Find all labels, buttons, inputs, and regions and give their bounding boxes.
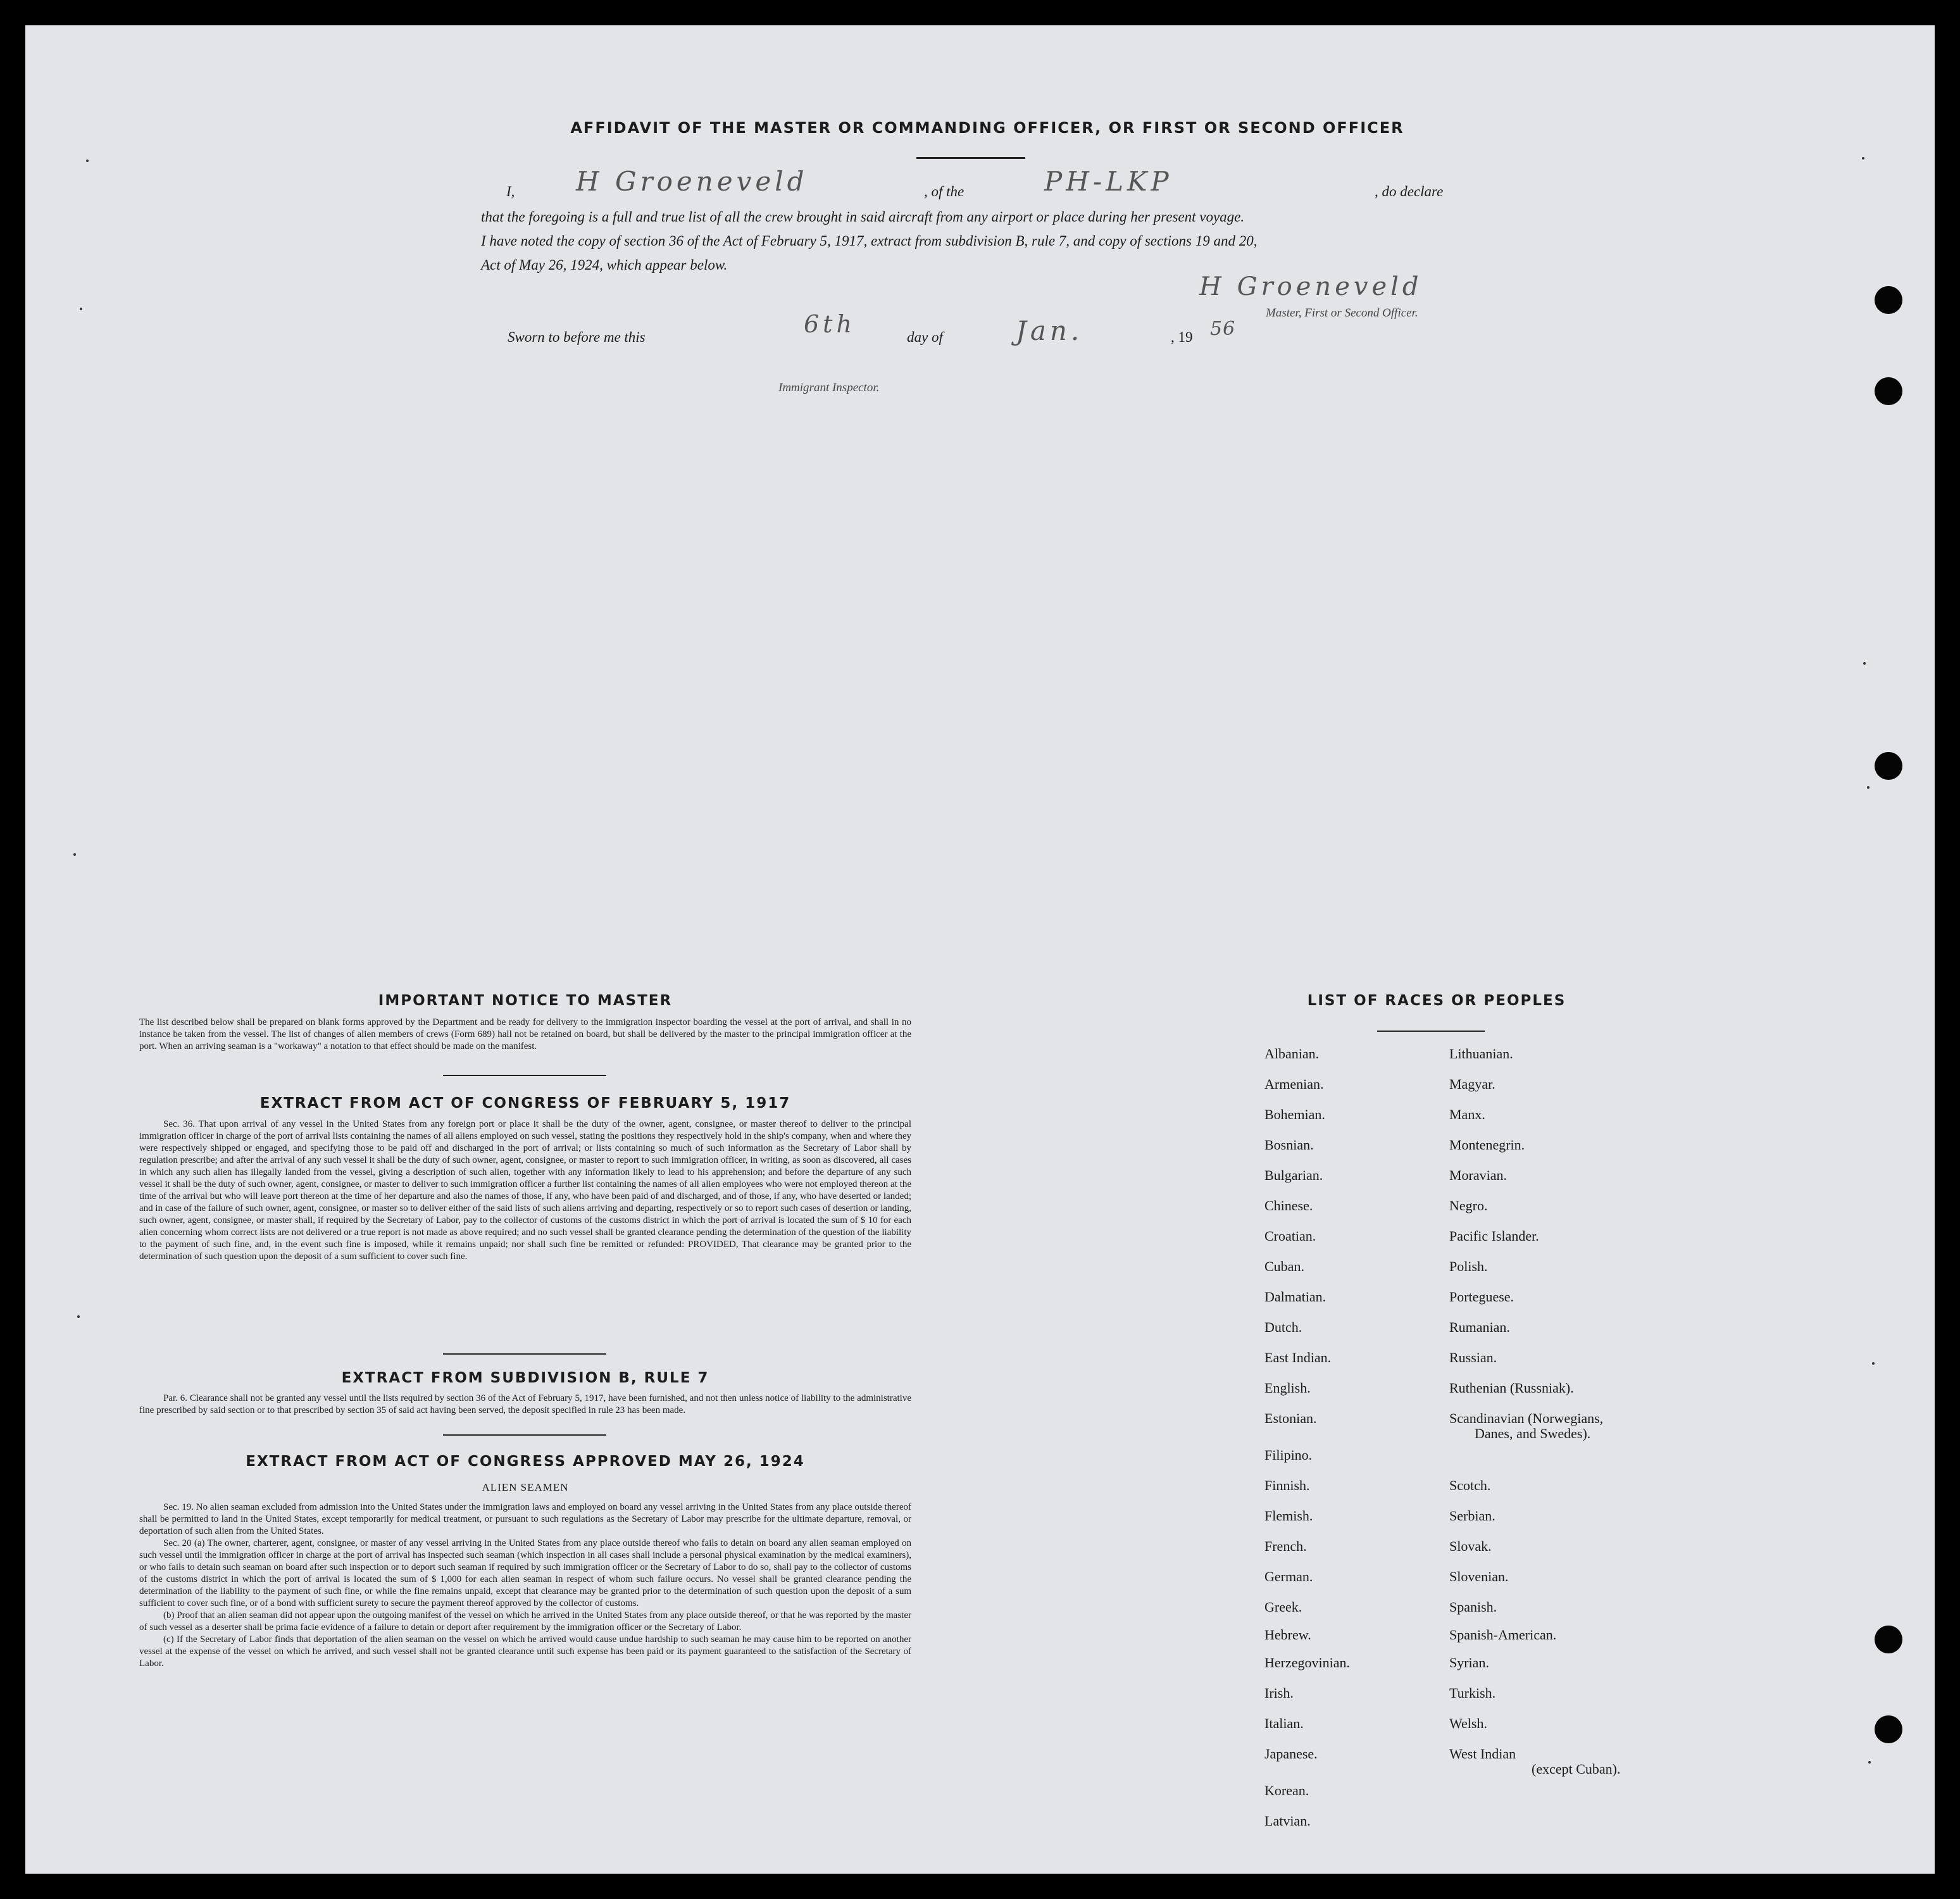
race-item: Moravian.: [1449, 1167, 1507, 1183]
race-item: Dutch.: [1264, 1319, 1302, 1335]
race-item: Serbian.: [1449, 1508, 1495, 1524]
race-item: Spanish.: [1449, 1599, 1497, 1615]
speck: [86, 160, 89, 162]
affidavit-title: AFFIDAVIT OF THE MASTER OR COMMANDING OFFICER, OR FIRST OR SECOND OFFICER: [570, 119, 1404, 137]
sec-20a-text: Sec. 20 (a) The owner, charterer, agent, consignee, or master of any vessel arriving in the United States from any place outside thereof who fails to detain on board any alien seaman employed on such vessel until the immigration officer in charge at the port of arrival has inspected such seaman (which inspection in all cases shall include a personal physical examination by the medical examiners), or who fails to detain such seaman on board after such inspection or to deport such seaman if required by such immigration officer or the Secretary of Labor to do so, shall pay to the collector of customs of the customs district in which the port of arrival is located the sum of $ 1,000 for each alien seaman in respect of whom such failure occurs. No vessel shall be granted clearance pending the determination of the liability to the payment of such fine, or while the fine remains unpaid, except that clearance may be granted prior to the determination of such question upon the deposit of a sum sufficient to cover such fine, or of a bond with sufficient surety to secure the payment thereof approved by the collector of customs.: [139, 1538, 911, 1608]
extract-1917-text: Sec. 36. That upon arrival of any vessel in the United States from any foreign port or place it shall be the duty of the owner, agent, consignee, or master thereof to deliver to the principal immigration officer in charge of the port of arrival lists containing the names of all aliens employed on such vessel, stating the positions they respectively hold in the ship's company, when and where they were respectively shipped or engaged, and specifying those to be paid off and discharged in the port of arrival; or lists containing so much of such information as the Secretary of Labor shall by regulation prescribe; and after the arrival of any such vessel it shall be the duty of such owner, agent, consignee, or master to report to such immigration officer, in writing, as soon as discovered, all cases in which any such alien has illegally landed from the vessel, giving a description of such alien, together with any information likely to lead to his apprehension; and before the departure of any such vessel it shall be the duty of such owner, agent, consignee, or master to deliver to such immigration officer a further list containing the names of all alien employees who were not employed thereon at the time of the arrival but who will leave port thereon at the time of her departure and also the names of those, if any, who have been paid of and discharged, and of those, if any, who have deserted or landed; and in case of the failure of such owner, agent, consignee, or master so to deliver either of the said lists of such aliens arriving and departing, respectively or so to report such cases of desertion or landing, such owner, agent, consignee, or master shall, if required by the Secretary of Labor, pay to the collector of customs of the customs district in which the port of arrival is located the sum of $ 10 for each alien concerning whom correct lists are not delivered or a true report is not made as above required; and no such vessel shall be granted clearance pending the determination of the question of the liability to the payment of such fine, and, in the event such fine is imposed, while it remains unpaid; nor shall such fine be remitted or refunded: PROVIDED, That clearance may be granted prior to the determination of such question upon the deposit of a sum sufficient to cover such fine.: [139, 1119, 911, 1262]
race-item: West Indian: [1449, 1746, 1516, 1762]
year-handwritten: 56: [1210, 318, 1236, 340]
race-item: Magyar.: [1449, 1076, 1495, 1092]
race-item: Greek.: [1264, 1599, 1302, 1615]
race-item: Japanese.: [1264, 1746, 1318, 1762]
speck: [1868, 1761, 1871, 1764]
do-declare-label: , do declare: [1375, 184, 1444, 199]
race-item: Hebrew.: [1264, 1627, 1311, 1643]
speck: [1862, 157, 1864, 160]
notice-title: IMPORTANT NOTICE TO MASTER: [378, 993, 673, 1009]
race-item: Latvian.: [1264, 1813, 1311, 1829]
declaration-line-2: that the foregoing is a full and true list of all the crew brought in said aircraft from any airport or place during her present voyage.: [481, 209, 1245, 225]
year-prefix: , 19: [1171, 329, 1193, 345]
punch-hole: [1875, 377, 1902, 405]
month-handwritten: Jan.: [1016, 315, 1083, 346]
sec-20c-text: (c) If the Secretary of Labor finds that deportation of the alien seaman on the vessel on which he arrived would cause undue hardship to such seaman he may cause him to be reported on another vessel at the expense of the vessel on which he arrived, and such vessel shall not be granted clearance until such expense has been paid or its payment guaranteed to the satisfaction of the Secretary of Labor.: [139, 1634, 911, 1669]
divider: [443, 1434, 606, 1436]
race-item: Cuban.: [1264, 1258, 1304, 1274]
divider: [1377, 1031, 1485, 1032]
race-item: Albanian.: [1264, 1046, 1320, 1062]
sworn-label: Sworn to before me this: [508, 329, 646, 345]
race-item: Filipino.: [1264, 1447, 1313, 1463]
race-item: Irish.: [1264, 1685, 1294, 1701]
race-item: Porteguese.: [1449, 1289, 1514, 1305]
race-item: Lithuanian.: [1449, 1046, 1513, 1062]
divider: [916, 157, 1025, 159]
race-item: Negro.: [1449, 1198, 1488, 1213]
race-item: Welsh.: [1449, 1715, 1487, 1731]
race-item: Russian.: [1449, 1350, 1497, 1365]
race-item: Chinese.: [1264, 1198, 1313, 1213]
race-item: Bohemian.: [1264, 1106, 1325, 1122]
race-item: Danes, and Swedes).: [1475, 1426, 1591, 1441]
day-of-label: day of: [907, 329, 943, 345]
race-item: Herzegovinian.: [1264, 1655, 1350, 1670]
race-item: East Indian.: [1264, 1350, 1332, 1365]
alien-seamen-subtitle: ALIEN SEAMEN: [482, 1481, 569, 1493]
subdivision-b-text: Par. 6. Clearance shall not be granted any vessel until the lists required by section 36 of the Act of February 5, 1917, have been furnished, and not then unless notice of liability to the administrative fine prescribed by said section or to that prescribed by section 35 of said act having been served, the deposit specified in rule 23 has been made.: [139, 1393, 911, 1415]
declaration-line-3: I have noted the copy of section 36 of the Act of February 5, 1917, extract from subdivision B, rule 7, and copy of sections 19 and 20,: [481, 233, 1258, 249]
race-item: Scotch.: [1449, 1477, 1491, 1493]
race-item: Ruthenian (Russniak).: [1449, 1380, 1574, 1396]
race-item: Bosnian.: [1264, 1137, 1314, 1153]
notice-text: The list described below shall be prepared on blank forms approved by the Department and be ready for delivery to the immigration inspector boarding the vessel at the port of arrival, and shall in no instance be taken from the vessel. The list of changes of alien members of crews (Form 689) hall not be retained on board, but shall be delivered by the master to the principal immigration officer at the port. When an arriving seaman is a "workaway" a notation to that effect should be made on the manifest.: [139, 1017, 911, 1051]
race-item: Syrian.: [1449, 1655, 1489, 1670]
punch-hole: [1875, 752, 1902, 780]
race-item: Scandinavian (Norwegians,: [1449, 1410, 1604, 1426]
speck: [73, 853, 76, 856]
speck: [77, 1315, 80, 1318]
race-item: German.: [1264, 1569, 1313, 1584]
i-label: I,: [506, 184, 515, 199]
race-item: Slovak.: [1449, 1538, 1492, 1554]
master-name-handwritten: H Groeneveld: [576, 166, 808, 197]
punch-hole: [1875, 1626, 1902, 1653]
race-item: Slovenian.: [1449, 1569, 1509, 1584]
declaration-line-4: Act of May 26, 1924, which appear below.: [481, 257, 728, 273]
race-item: Rumanian.: [1449, 1319, 1510, 1335]
race-item: Armenian.: [1264, 1076, 1324, 1092]
race-item: French.: [1264, 1538, 1307, 1554]
subdivision-b-title: EXTRACT FROM SUBDIVISION B, RULE 7: [341, 1370, 709, 1386]
race-item: Turkish.: [1449, 1685, 1496, 1701]
race-item: Croatian.: [1264, 1228, 1316, 1244]
race-item: Finnish.: [1264, 1477, 1310, 1493]
punch-hole: [1875, 286, 1902, 314]
race-item: Montenegrin.: [1449, 1137, 1525, 1153]
divider: [443, 1075, 606, 1076]
race-item: English.: [1264, 1380, 1311, 1396]
race-item: Dalmatian.: [1264, 1289, 1326, 1305]
speck: [1863, 662, 1866, 665]
sec-20b-text: (b) Proof that an alien seaman did not appear upon the outgoing manifest of the vessel on which he arrived in the United States from any place outside thereof, or that he was reported by the master of such vessel as a deserter shall be prima facie evidence of a failure to detain or deport after requirement by the immigration officer or the Secretary of Labor.: [139, 1610, 911, 1633]
races-title: LIST OF RACES OR PEOPLES: [1307, 993, 1566, 1009]
speck: [1867, 786, 1869, 789]
of-the-label: , of the: [924, 184, 964, 199]
divider: [443, 1353, 606, 1355]
extract-1917-title: EXTRACT FROM ACT OF CONGRESS OF FEBRUARY 5, 1917: [259, 1095, 791, 1112]
document-page: [25, 25, 1935, 1874]
race-item: Estonian.: [1264, 1410, 1317, 1426]
day-handwritten: 6th: [804, 310, 856, 338]
race-item: Flemish.: [1264, 1508, 1313, 1524]
officer-signature: H Groeneveld: [1199, 272, 1423, 301]
race-item: (except Cuban).: [1532, 1761, 1621, 1777]
race-item: Bulgarian.: [1264, 1167, 1323, 1183]
speck: [80, 308, 82, 310]
extract-1924-body: [139, 1501, 911, 1670]
race-item: Italian.: [1264, 1715, 1304, 1731]
master-officer-label: Master, First or Second Officer.: [1266, 306, 1418, 320]
punch-hole: [1875, 1715, 1902, 1743]
race-item: Manx.: [1449, 1106, 1485, 1122]
extract-1924-title: EXTRACT FROM ACT OF CONGRESS APPROVED MAY 26, 1924: [246, 1453, 805, 1470]
race-item: Korean.: [1264, 1783, 1309, 1798]
sec-19-text: Sec. 19. No alien seaman excluded from admission into the United States under the immigration laws and employed on board any vessel arriving in the United States from any place outside thereof shall be permitted to land in the United States, except temporarily for medical treatment, or pursuant to such regulations as the Secretary of Labor may prescribe for the ultimate departure, removal, or deportation of such alien from the United States.: [139, 1502, 911, 1536]
aircraft-handwritten: PH-LKP: [1044, 166, 1173, 197]
race-item: Spanish-American.: [1449, 1627, 1557, 1643]
speck: [1872, 1362, 1875, 1365]
race-item: Polish.: [1449, 1258, 1488, 1274]
race-item: Pacific Islander.: [1449, 1228, 1539, 1244]
inspector-label: Immigrant Inspector.: [778, 381, 880, 394]
